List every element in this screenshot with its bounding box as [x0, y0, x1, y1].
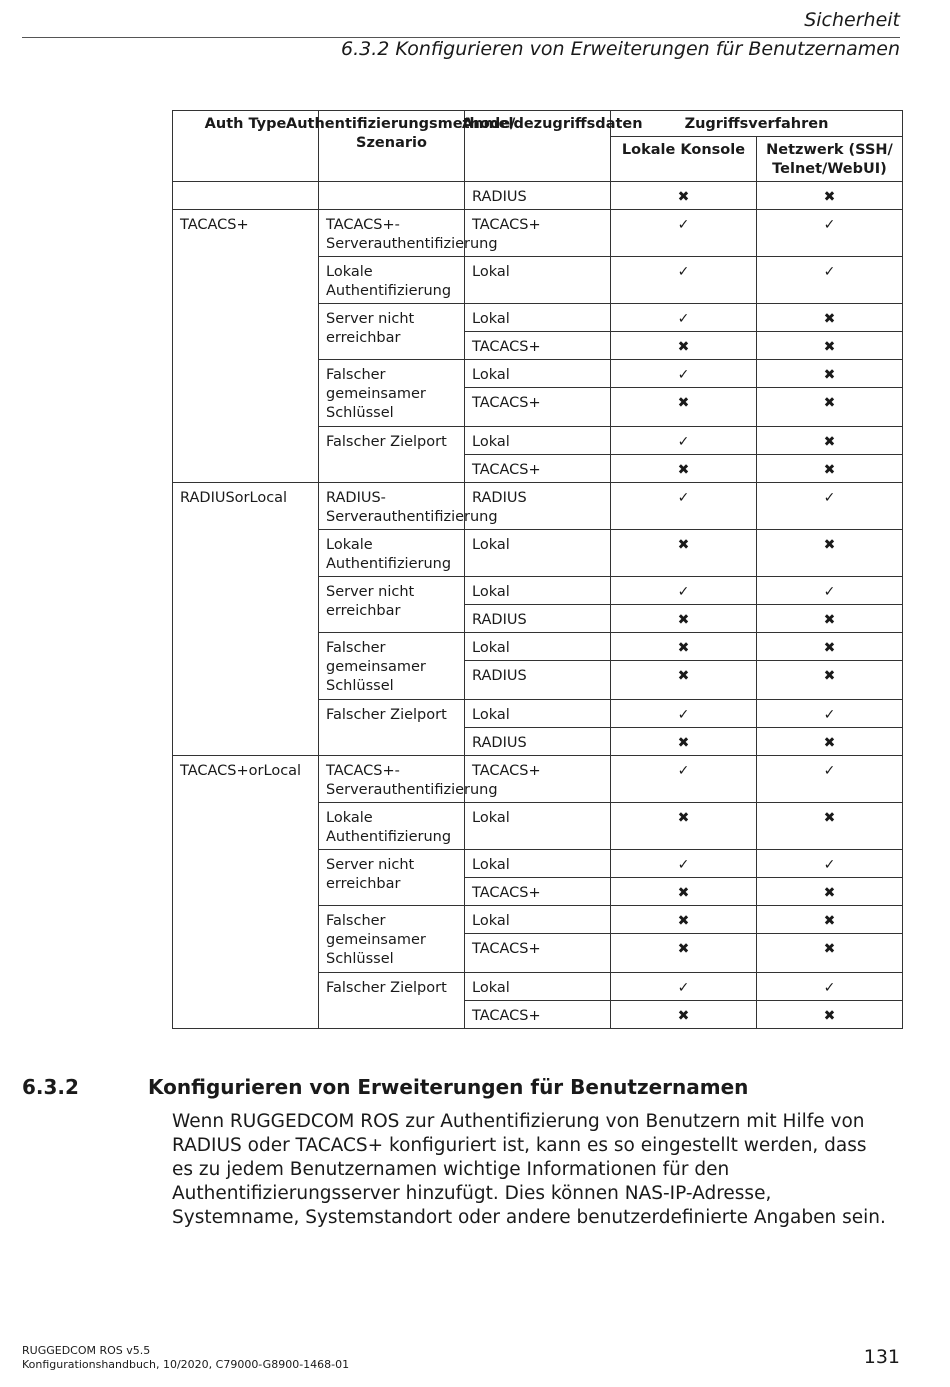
cell-local-console: ✖	[611, 878, 757, 906]
cell-credentials: RADIUS	[465, 728, 611, 756]
cell-local-console: ✖	[611, 332, 757, 360]
table-row	[173, 210, 903, 257]
cell-credentials: Lokal	[465, 973, 611, 1001]
header-credentials: Anmeldezugriffsdaten	[465, 111, 611, 182]
cell-network: ✖	[757, 906, 903, 934]
running-header-section: 6.3.2 Konfigurieren von Erweiterungen für Benutzernamen	[341, 38, 900, 60]
cell-auth-type: TACACS+	[173, 210, 319, 483]
cell-local-console: ✖	[611, 661, 757, 700]
cell-credentials: Lokal	[465, 633, 611, 661]
table-row	[173, 756, 903, 803]
cell-network: ✖	[757, 360, 903, 388]
section-number: 6.3.2	[22, 1075, 79, 1099]
cell-local-console: ✖	[611, 633, 757, 661]
cell-local-console: ✓	[611, 360, 757, 388]
section-paragraph: Wenn RUGGEDCOM ROS zur Authentifizierung von Benutzern mit Hilfe von RADIUS oder TACACS+ konfiguriert ist, kann es so eingestellt werden, dass es zu jedem Benutzernamen wichtige Informationen für den Authentifizierungsserver hinzufügt. Dies können NAS-IP-Adresse, Systemname, Systemstandort oder andere benutzerdefinierte Angaben sein.	[172, 1111, 886, 1228]
cell-network: ✓	[757, 210, 903, 257]
cell-credentials: Lokal	[465, 427, 611, 455]
cell-scenario: RADIUS-Serverauthentifizierung	[319, 483, 465, 530]
cell-scenario: TACACS+-Serverauthentifizierung	[319, 210, 465, 257]
cell-scenario: Server nicht erreichbar	[319, 577, 465, 633]
header-access-method: Zugriffsverfahren	[611, 111, 903, 137]
cell-network: ✖	[757, 934, 903, 973]
cell-network: ✓	[757, 756, 903, 803]
cell-scenario: Server nicht erreichbar	[319, 850, 465, 906]
cell-local-console: ✖	[611, 388, 757, 427]
cell-credentials: RADIUS	[465, 483, 611, 530]
cell-scenario: Falscher gemeinsamer Schlüssel	[319, 906, 465, 973]
cell-scenario: Falscher Zielport	[319, 427, 465, 483]
cell-credentials: RADIUS	[465, 182, 611, 210]
cell-credentials: Lokal	[465, 360, 611, 388]
cell-local-console: ✖	[611, 803, 757, 850]
cell-network: ✖	[757, 332, 903, 360]
cell-local-console: ✓	[611, 304, 757, 332]
footer-manual: Konfigurationshandbuch, 10/2020, C79000-G8900-1468-01	[22, 1358, 350, 1371]
cell-network: ✖	[757, 182, 903, 210]
table-header-row	[173, 111, 903, 137]
cell-credentials: TACACS+	[465, 878, 611, 906]
cell-network: ✖	[757, 803, 903, 850]
cell-network: ✓	[757, 973, 903, 1001]
header-auth-type: Auth Type	[173, 111, 319, 182]
cell-local-console: ✓	[611, 210, 757, 257]
cell-network: ✖	[757, 605, 903, 633]
cell-credentials: TACACS+	[465, 332, 611, 360]
header-method-scenario: Authentifizierungsmethode/ Szenario	[319, 111, 465, 182]
cell-auth-type	[173, 182, 319, 210]
cell-local-console: ✖	[611, 455, 757, 483]
cell-local-console: ✖	[611, 605, 757, 633]
cell-scenario: Lokale Authentifizierung	[319, 530, 465, 577]
cell-local-console: ✓	[611, 850, 757, 878]
cell-scenario: Falscher gemeinsamer Schlüssel	[319, 360, 465, 427]
cell-credentials: Lokal	[465, 304, 611, 332]
cell-credentials: TACACS+	[465, 455, 611, 483]
cell-credentials: TACACS+	[465, 388, 611, 427]
cell-local-console: ✖	[611, 934, 757, 973]
footer-product: RUGGEDCOM ROS v5.5	[22, 1344, 151, 1357]
cell-credentials: TACACS+	[465, 756, 611, 803]
cell-credentials: Lokal	[465, 803, 611, 850]
cell-local-console: ✓	[611, 427, 757, 455]
cell-network: ✓	[757, 577, 903, 605]
header-local-console: Lokale Konsole	[611, 137, 757, 182]
cell-local-console: ✓	[611, 700, 757, 728]
cell-local-console: ✖	[611, 530, 757, 577]
cell-network: ✖	[757, 633, 903, 661]
cell-auth-type: RADIUSorLocal	[173, 483, 319, 756]
cell-local-console: ✓	[611, 756, 757, 803]
cell-scenario: Falscher Zielport	[319, 973, 465, 1029]
cell-network: ✓	[757, 483, 903, 530]
cell-credentials: TACACS+	[465, 934, 611, 973]
cell-credentials: Lokal	[465, 700, 611, 728]
running-header-chapter: Sicherheit	[804, 9, 900, 31]
cell-local-console: ✓	[611, 973, 757, 1001]
cell-local-console: ✓	[611, 483, 757, 530]
cell-scenario: Server nicht erreichbar	[319, 304, 465, 360]
cell-network: ✓	[757, 257, 903, 304]
auth-matrix-table	[172, 110, 903, 1029]
cell-network: ✖	[757, 455, 903, 483]
cell-network: ✖	[757, 388, 903, 427]
cell-auth-type: TACACS+orLocal	[173, 756, 319, 1029]
cell-local-console: ✖	[611, 906, 757, 934]
cell-local-console: ✖	[611, 728, 757, 756]
cell-local-console: ✓	[611, 257, 757, 304]
cell-scenario	[319, 182, 465, 210]
cell-credentials: RADIUS	[465, 661, 611, 700]
cell-credentials: Lokal	[465, 530, 611, 577]
cell-local-console: ✖	[611, 1001, 757, 1029]
cell-scenario: Lokale Authentifizierung	[319, 803, 465, 850]
cell-local-console: ✖	[611, 182, 757, 210]
table-row	[173, 483, 903, 530]
table-row	[173, 182, 903, 210]
cell-scenario: Lokale Authentifizierung	[319, 257, 465, 304]
cell-network: ✓	[757, 850, 903, 878]
section-title: Konfigurieren von Erweiterungen für Benutzernamen	[148, 1075, 749, 1099]
cell-credentials: TACACS+	[465, 210, 611, 257]
cell-network: ✓	[757, 700, 903, 728]
cell-network: ✖	[757, 661, 903, 700]
cell-scenario: Falscher Zielport	[319, 700, 465, 756]
cell-network: ✖	[757, 427, 903, 455]
cell-network: ✖	[757, 728, 903, 756]
cell-credentials: Lokal	[465, 577, 611, 605]
cell-network: ✖	[757, 530, 903, 577]
page-number: 131	[863, 1346, 900, 1368]
header-network: Netzwerk (SSH/ Telnet/WebUI)	[757, 137, 903, 182]
cell-credentials: RADIUS	[465, 605, 611, 633]
cell-network: ✖	[757, 1001, 903, 1029]
cell-network: ✖	[757, 878, 903, 906]
cell-scenario: Falscher gemeinsamer Schlüssel	[319, 633, 465, 700]
cell-credentials: Lokal	[465, 906, 611, 934]
cell-credentials: TACACS+	[465, 1001, 611, 1029]
cell-credentials: Lokal	[465, 257, 611, 304]
cell-credentials: Lokal	[465, 850, 611, 878]
cell-scenario: TACACS+-Serverauthentifizierung	[319, 756, 465, 803]
cell-local-console: ✓	[611, 577, 757, 605]
cell-network: ✖	[757, 304, 903, 332]
